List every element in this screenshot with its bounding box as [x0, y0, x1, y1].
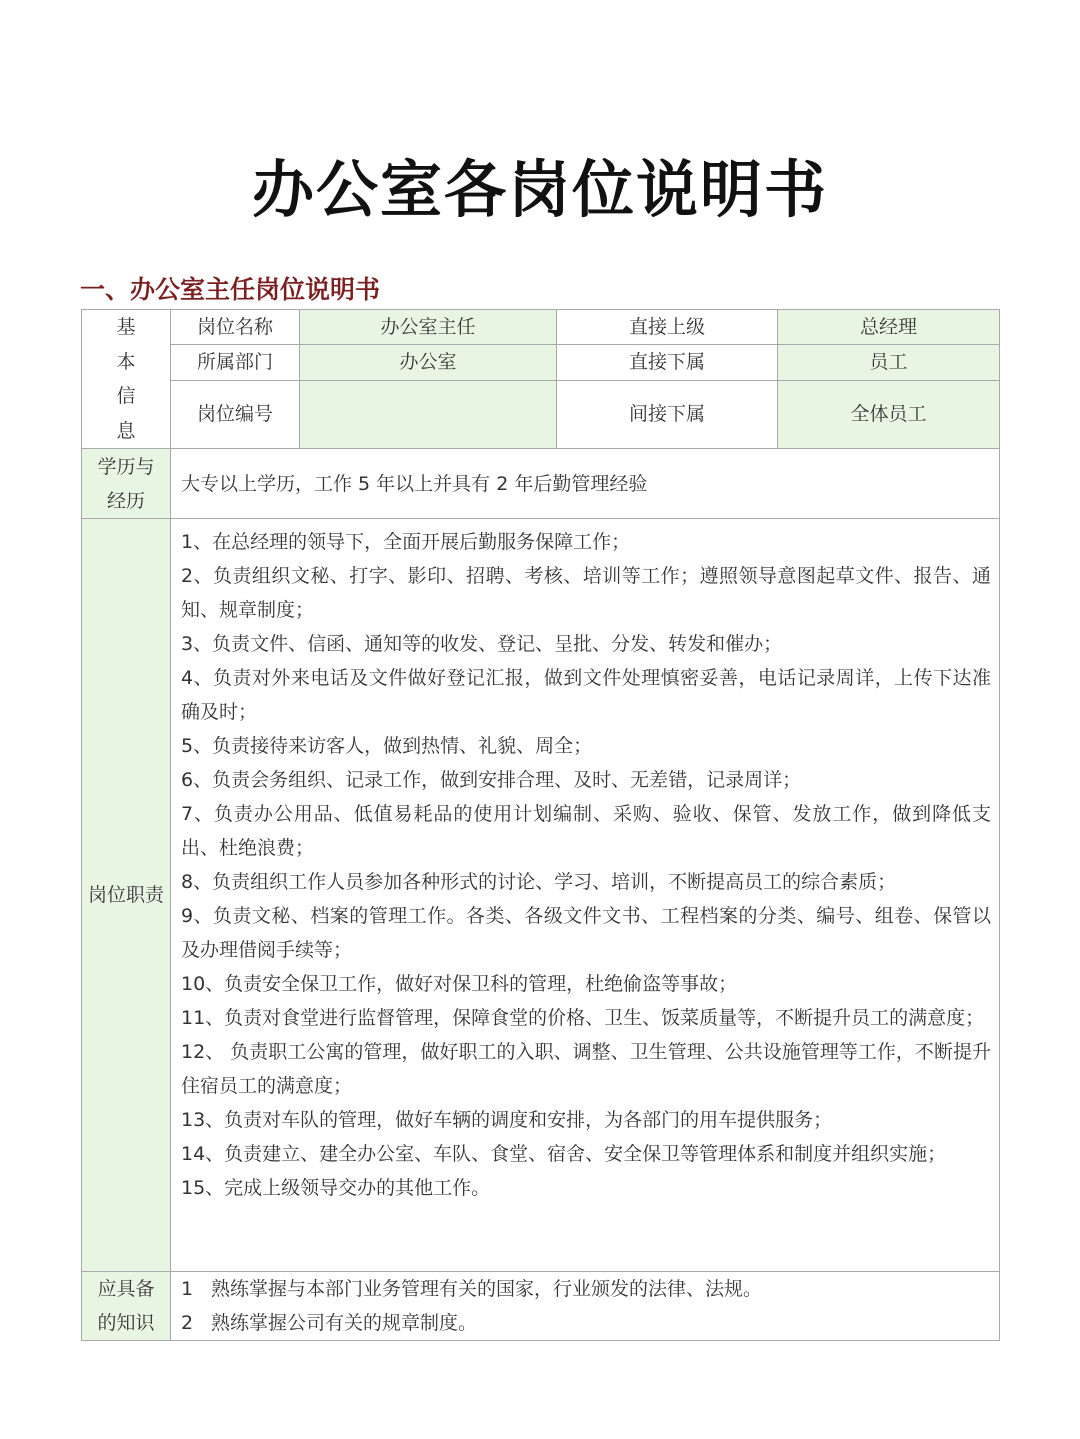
- duty-item: 9、负责文秘、档案的管理工作。各类、各级文件文书、工程档案的分类、编号、组卷、保管以及办理借阅手续等；: [181, 905, 991, 961]
- duties-label: 岗位职责: [82, 519, 171, 1272]
- info-row-3: [82, 380, 1000, 449]
- education-value: 大专以上学历，工作 5 年以上并具有 2 年后勤管理经验: [171, 449, 1000, 519]
- knowledge-row: [82, 1272, 1000, 1341]
- document-title: 办公室各岗位说明书: [251, 153, 828, 226]
- knowledge-item: 2 熟练掌握公司有关的规章制度。: [181, 1312, 478, 1334]
- duty-item: 5、负责接待来访客人，做到热情、礼貌、周全；: [181, 735, 593, 757]
- education-label: 学历与 经历: [82, 449, 171, 519]
- position-name-label: 岗位名称: [171, 310, 300, 345]
- duty-item: 7、负责办公用品、低值易耗品的使用计划编制、采购、验收、保管、发放工作，做到降低支出、杜绝浪费；: [181, 803, 991, 859]
- duties-row: [82, 519, 1000, 1272]
- department-label: 所属部门: [171, 345, 300, 380]
- position-code-value: [300, 380, 557, 449]
- duty-item: 11、负责对食堂进行监督管理，保障食堂的价格、卫生、饭菜质量等，不断提升员工的满意度；: [181, 1007, 985, 1029]
- position-code-label: 岗位编号: [171, 380, 300, 449]
- duty-item: 14、负责建立、建全办公室、车队、食堂、宿舍、安全保卫等管理体系和制度并组织实施；: [181, 1143, 947, 1165]
- duties-list: [171, 519, 1000, 1272]
- department-value: 办公室: [300, 345, 557, 380]
- indirect-subordinate-value: 全体员工: [778, 380, 1000, 449]
- duty-item: 1、在总经理的领导下，全面开展后勤服务保障工作；: [181, 531, 631, 553]
- duty-item: 12、 负责职工公寓的管理，做好职工的入职、调整、卫生管理、公共设施管理等工作，不断提升住宿员工的满意度；: [181, 1041, 991, 1097]
- duty-item: 4、负责对外来电话及文件做好登记汇报，做到文件处理慎密妥善，电话记录周详，上传下达准确及时；: [181, 667, 991, 723]
- job-description-table: [81, 309, 1000, 1341]
- duty-item: 3、负责文件、信函、通知等的收发、登记、呈批、分发、转发和催办；: [181, 633, 783, 655]
- duty-item: 6、负责会务组织、记录工作，做到安排合理、及时、无差错，记录周详；: [181, 769, 802, 791]
- section-heading: 一、办公室主任岗位说明书: [80, 275, 381, 304]
- duty-item: 2、负责组织文秘、打字、影印、招聘、考核、培训等工作；遵照领导意图起草文件、报告、通知、规章制度；: [181, 565, 991, 621]
- duty-item: 13、负责对车队的管理，做好车辆的调度和安排，为各部门的用车提供服务；: [181, 1109, 833, 1131]
- position-name-value: 办公室主任: [300, 310, 557, 345]
- indirect-subordinate-label: 间接下属: [557, 380, 778, 449]
- duty-item: 8、负责组织工作人员参加各种形式的讨论、学习、培训，不断提高员工的综合素质；: [181, 871, 897, 893]
- duty-item: 15、完成上级领导交办的其他工作。: [181, 1177, 491, 1199]
- direct-subordinate-label: 直接下属: [557, 345, 778, 380]
- basic-info-label: 基 本 信 息: [82, 310, 171, 449]
- info-row-2: [82, 345, 1000, 380]
- direct-superior-label: 直接上级: [557, 310, 778, 345]
- duty-item: 10、负责安全保卫工作，做好对保卫科的管理，杜绝偷盗等事故；: [181, 973, 738, 995]
- knowledge-list: [171, 1272, 1000, 1341]
- knowledge-item: 1 熟练掌握与本部门业务管理有关的国家，行业颁发的法律、法规。: [181, 1278, 763, 1300]
- info-row-1: [82, 310, 1000, 345]
- education-row: [82, 449, 1000, 519]
- direct-subordinate-value: 员工: [778, 345, 1000, 380]
- direct-superior-value: 总经理: [778, 310, 1000, 345]
- knowledge-label: 应具备 的知识: [82, 1272, 171, 1341]
